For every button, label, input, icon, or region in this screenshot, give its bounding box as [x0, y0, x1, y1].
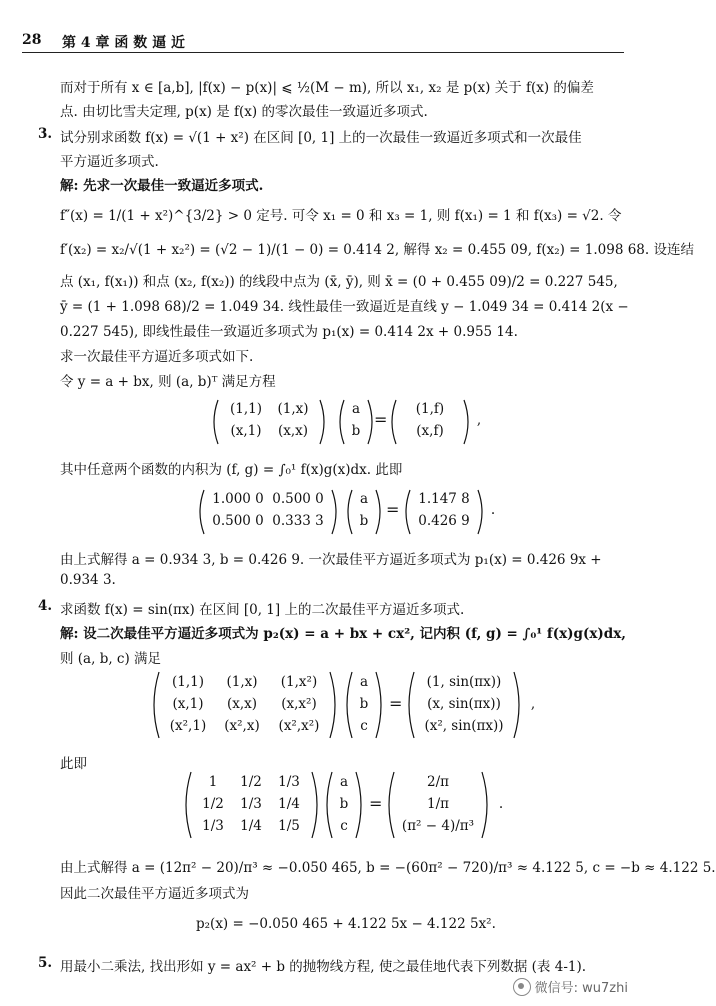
matrix-cell: (1,x)	[226, 674, 258, 690]
page-number: 28	[22, 32, 42, 48]
text-line: f′(x₂) = x₂/√(1 + x₂²) = (√2 − 1)/(1 − 0) = 0.414 2, 解得 x₂ = 0.455 09, f(x₂) = 1.098 68. 设连结	[60, 242, 694, 258]
text-line: 解: 先求一次最佳一致逼近多项式.	[60, 178, 264, 194]
vector-cell: a	[359, 491, 369, 507]
text-line: 用最小二乘法, 找出形如 y = ax² + b 的抛物线方程, 使之最佳地代表下列数据 (表 4-1).	[60, 959, 587, 975]
text-line: 此即	[60, 756, 87, 772]
rhs-cell: (1, sin(πx))	[426, 674, 502, 690]
matrix-cell: (x²,1)	[169, 718, 207, 734]
matrix-cell: (1,1)	[171, 674, 204, 690]
matrix-cell: 1/2	[240, 774, 262, 790]
rhs-cell: (x², sin(πx))	[424, 718, 504, 734]
watermark	[513, 977, 628, 996]
matrix-cell: 1/5	[278, 818, 300, 834]
matrix-cell: (x,x²)	[281, 696, 317, 712]
punctuation: ,	[530, 696, 536, 712]
text-line: 而对于所有 x ∈ [a,b], |f(x) − p(x)| ⩽ ½(M − m), 所以 x₁, x₂ 是 p(x) 关于 f(x) 的偏差	[60, 80, 594, 96]
header-rule	[22, 52, 624, 53]
punctuation: .	[498, 796, 504, 812]
rhs-cell: (x,f)	[416, 423, 444, 439]
rhs-cell: (1,f)	[415, 401, 445, 417]
matrix-cell: 1	[208, 774, 218, 790]
text-line: 0.934 3.	[60, 572, 116, 588]
text-line: 则 (a, b, c) 满足	[60, 651, 162, 667]
rhs-cell: 1/π	[426, 796, 449, 812]
matrix-equation-1	[210, 398, 510, 446]
text-line: 求函数 f(x) = sin(πx) 在区间 [0, 1] 上的二次最佳平方逼近多项式.	[60, 602, 465, 618]
text-line: 0.227 545), 即线性最佳一致逼近多项式为 p₁(x) = 0.414 2x + 0.955 14.	[60, 324, 518, 340]
text-line: 求一次最佳平方逼近多项式如下.	[60, 349, 254, 365]
result-formula: p₂(x) = −0.050 465 + 4.122 5x − 4.122 5x².	[196, 916, 496, 932]
text-line: 因此二次最佳平方逼近多项式为	[60, 886, 249, 902]
matrix-cell: (x,1)	[230, 423, 262, 439]
matrix-cell: (x,x)	[226, 696, 258, 712]
matrix-cell: (x,x)	[277, 423, 309, 439]
text-line: 点 (x₁, f(x₁)) 和点 (x₂, f(x₂)) 的线段中点为 (x̄, ȳ), 则 x̄ = (0 + 0.455 09)/2 = 0.227 545,	[60, 274, 618, 290]
rhs-cell: (x, sin(πx))	[427, 696, 501, 712]
matrix-cell: 1/3	[240, 796, 262, 812]
matrix-cell: 1.000 0	[212, 491, 264, 507]
matrix-cell: (1,1)	[229, 401, 262, 417]
equals-sign: =	[369, 794, 383, 813]
item-number: 5.	[38, 955, 53, 971]
vector-cell: a	[351, 401, 361, 417]
vector-cell: c	[340, 818, 348, 834]
text-line: 令 y = a + bx, 则 (a, b)ᵀ 满足方程	[60, 374, 276, 390]
text-line: 平方逼近多项式.	[60, 154, 159, 170]
rhs-cell: 1.147 8	[418, 491, 470, 507]
matrix-cell: 1/4	[240, 818, 262, 834]
vector-cell: a	[359, 674, 369, 690]
matrix-cell: 0.500 0	[212, 513, 264, 529]
matrix-cell: 1/3	[278, 774, 300, 790]
text-line: 点. 由切比雪夫定理, p(x) 是 f(x) 的零次最佳一致逼近多项式.	[60, 104, 428, 120]
text-line: f″(x) = 1/(1 + x²)^{3/2} > 0 定号. 可令 x₁ = 0 和 x₃ = 1, 则 f(x₁) = 1 和 f(x₃) = √2. 令	[60, 208, 622, 224]
rhs-cell: (π² − 4)/π³	[401, 818, 475, 834]
wechat-icon	[513, 978, 531, 996]
vector-cell: a	[339, 774, 349, 790]
matrix-equation-2	[196, 488, 516, 536]
matrix-cell: 1/4	[278, 796, 300, 812]
equals-sign: =	[389, 694, 403, 713]
watermark-text: 微信号: wu7zhi	[534, 981, 628, 996]
rhs-cell: 2/π	[426, 774, 449, 790]
item-number: 4.	[38, 598, 53, 614]
item-number: 3.	[38, 126, 53, 142]
vector-cell: b	[351, 423, 361, 439]
vector-cell: b	[359, 696, 369, 712]
text-line: 由上式解得 a = (12π² − 20)/π³ ≈ −0.050 465, b = −(60π² − 720)/π³ ≈ 4.122 5, c = −b ≈ 4.122 5.	[60, 860, 716, 876]
text-line: 由上式解得 a = 0.934 3, b = 0.426 9. 一次最佳平方逼近多项式为 p₁(x) = 0.426 9x +	[60, 552, 602, 568]
chapter-title: 第 4 章 函 数 逼 近	[62, 35, 185, 51]
matrix-cell: 0.500 0	[272, 491, 324, 507]
vector-cell: c	[360, 718, 368, 734]
punctuation: .	[490, 502, 496, 518]
matrix-cell: 1/3	[202, 818, 224, 834]
vector-cell: b	[339, 796, 349, 812]
matrix-equation-3	[150, 670, 550, 740]
matrix-cell: 1/2	[202, 796, 224, 812]
matrix-cell: (1,x²)	[280, 674, 318, 690]
text-line: 试分别求函数 f(x) = √(1 + x²) 在区间 [0, 1] 上的一次最佳一致逼近多项式和一次最佳	[60, 130, 582, 146]
punctuation: ,	[476, 412, 482, 428]
matrix-cell: (x²,x)	[224, 718, 260, 734]
matrix-equation-4	[182, 770, 522, 840]
matrix-cell: (x,1)	[172, 696, 204, 712]
equals-sign: =	[374, 410, 388, 429]
equals-sign: =	[386, 500, 400, 519]
matrix-cell: 0.333 3	[272, 513, 324, 529]
text-line: 解: 设二次最佳平方逼近多项式为 p₂(x) = a + bx + cx², 记内积 (f, g) = ∫₀¹ f(x)g(x)dx,	[60, 626, 626, 642]
vector-cell: b	[359, 513, 369, 529]
text-line: ȳ = (1 + 1.098 68)/2 = 1.049 34. 线性最佳一致逼近是直线 y − 1.049 34 = 0.414 2(x −	[60, 299, 629, 315]
text-line: 其中任意两个函数的内积为 (f, g) = ∫₀¹ f(x)g(x)dx. 此即	[60, 462, 403, 478]
matrix-cell: (x²,x²)	[278, 718, 320, 734]
rhs-cell: 0.426 9	[418, 513, 470, 529]
matrix-cell: (1,x)	[277, 401, 309, 417]
